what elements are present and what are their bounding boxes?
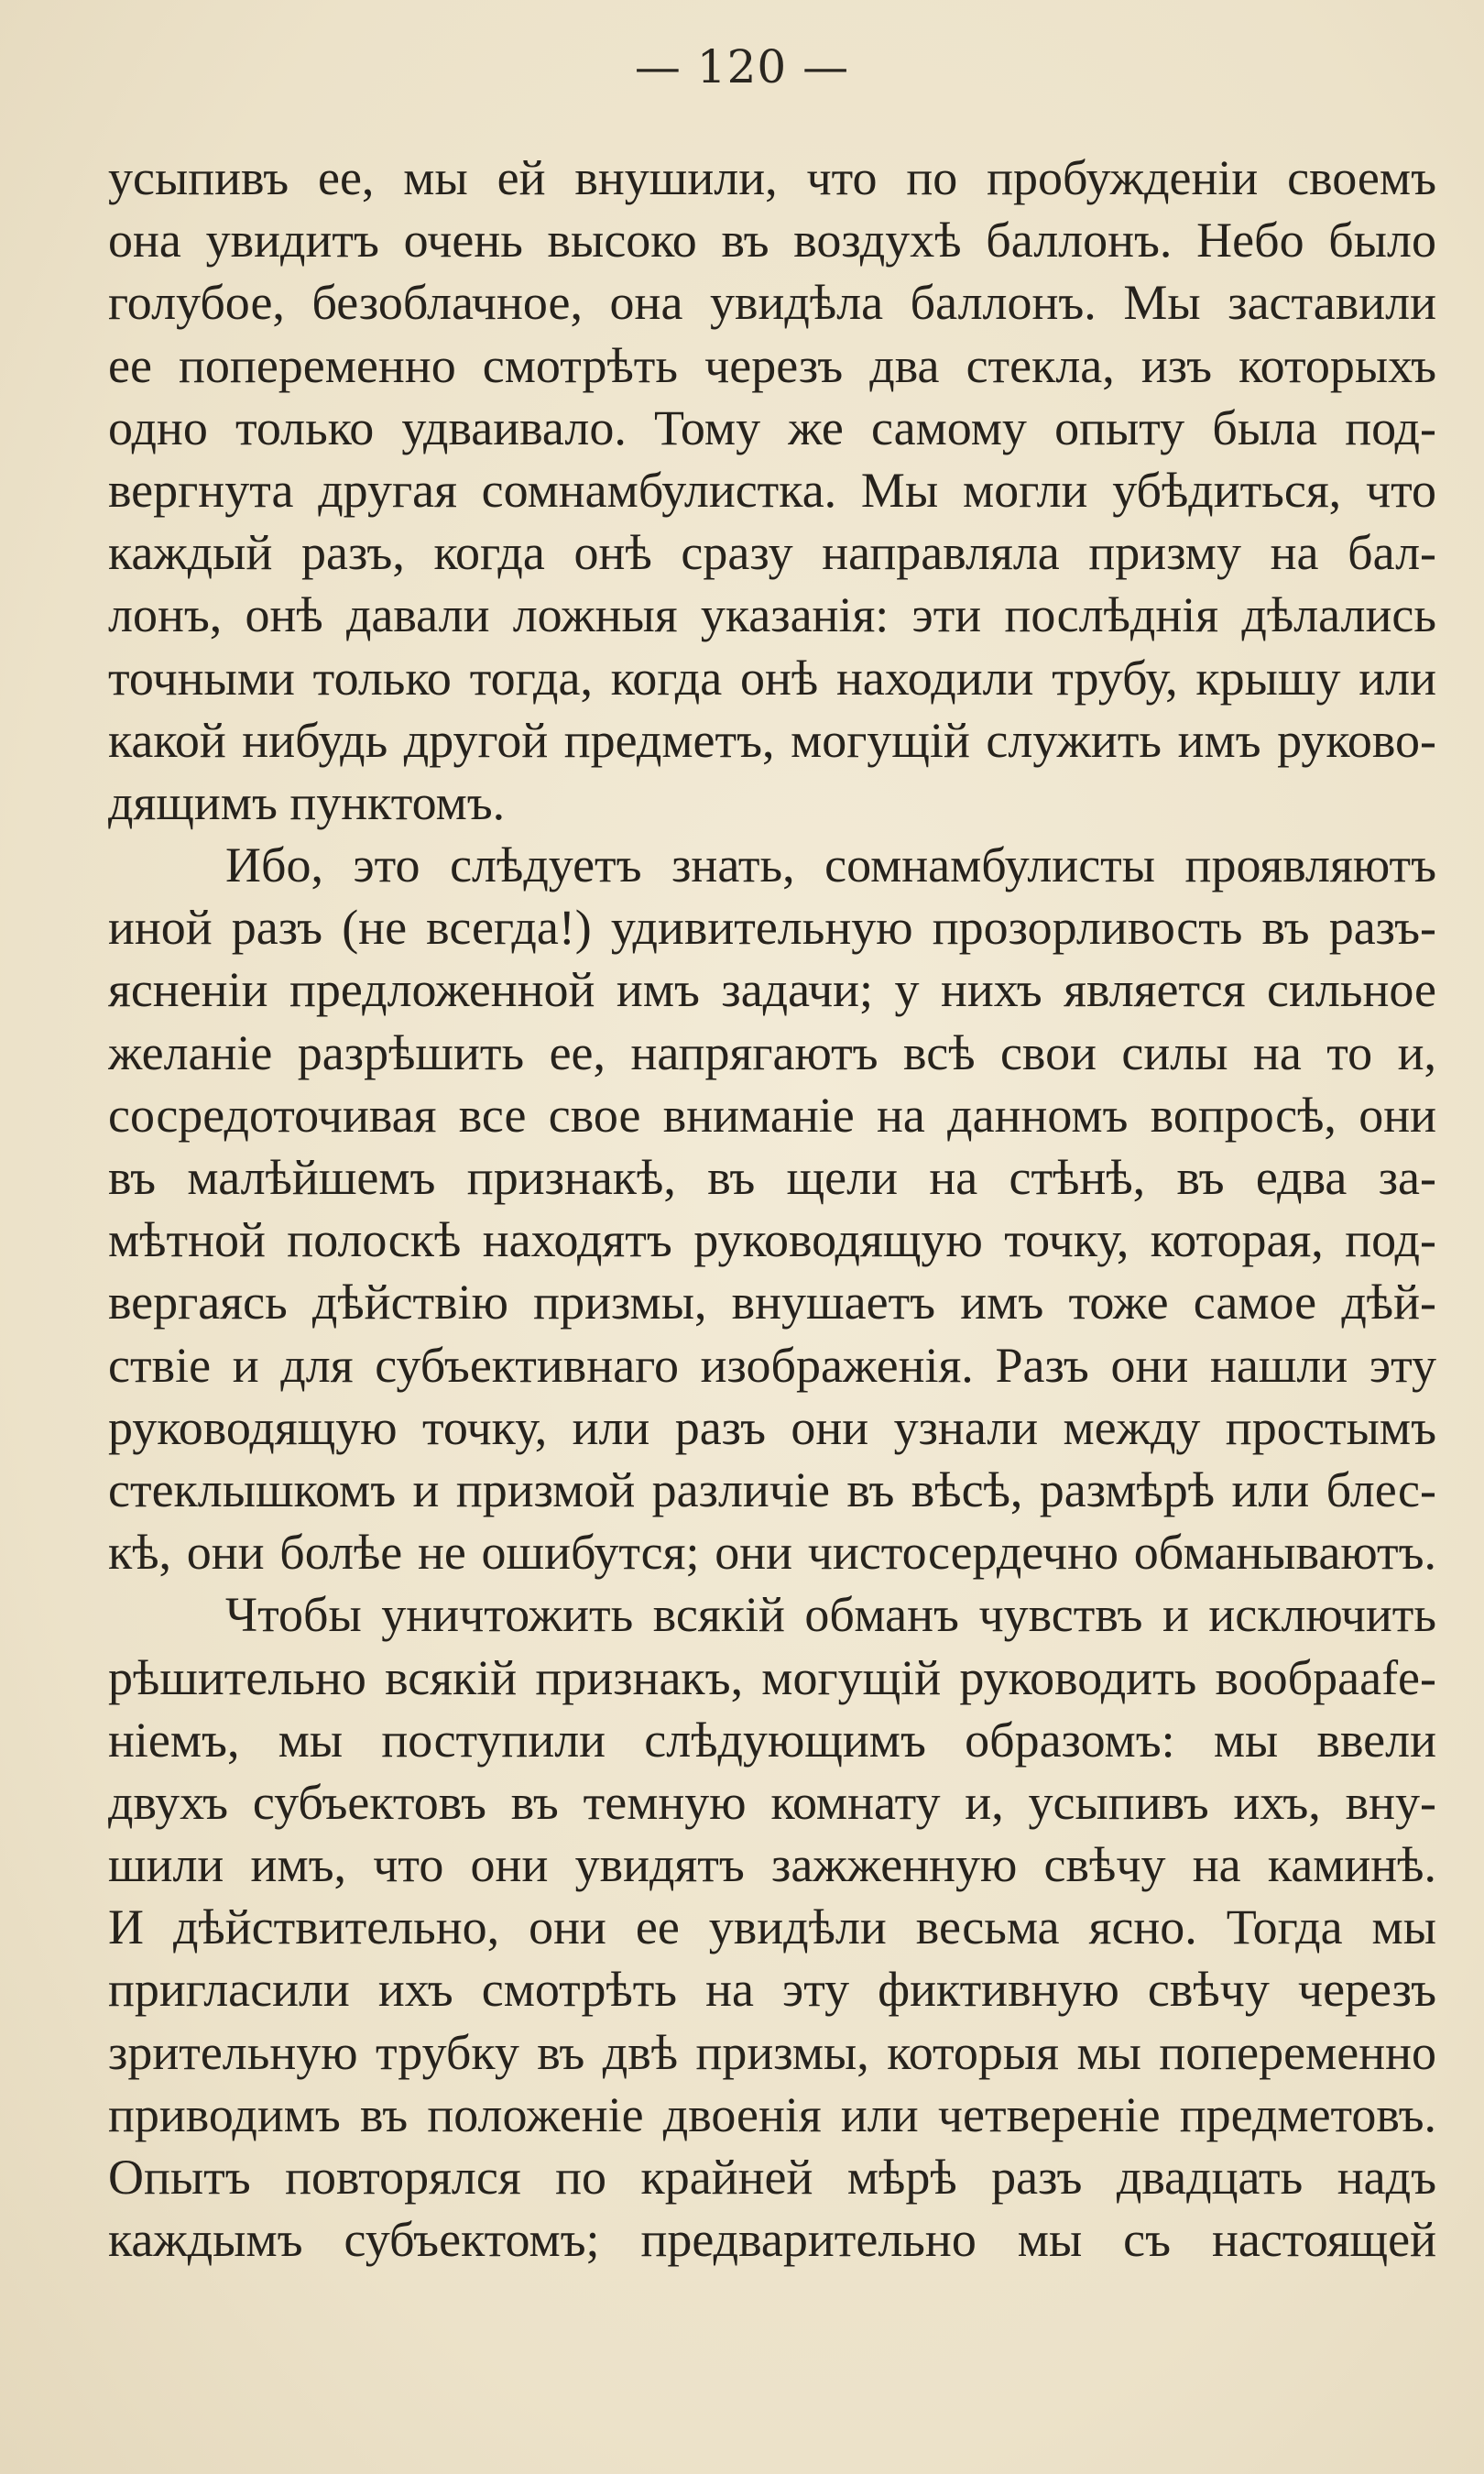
text-line: Чтобы уничтожить всякій обманъ чувствъ и исключить — [225, 1587, 1436, 1643]
text-line: каждымъ субъектомъ; предварительно мы съ настоящей — [108, 2212, 1436, 2268]
text-line: ствіе и для субъективнаго изображенія. Разъ они нашли эту — [108, 1337, 1436, 1393]
body-text — [108, 147, 1436, 2271]
text-line: въ малѣйшемъ признакѣ, въ щели на стѣнѣ, въ едва за- — [108, 1150, 1436, 1205]
text-line: дящимъ пунктомъ. — [108, 774, 506, 830]
text-line: ее попеременно смотрѣть черезъ два стекла, изъ которыхъ — [108, 337, 1436, 393]
text-line: лонъ, онѣ давали ложныя указанія: эти послѣднія дѣлались — [108, 587, 1436, 643]
text-line: И дѣйствительно, они ее увидѣли весьма ясно. Тогда мы — [108, 1899, 1436, 1955]
text-line: сосредоточивая все свое вниманіе на данномъ вопросѣ, они — [108, 1087, 1436, 1143]
text-line: зрительную трубку въ двѣ призмы, которыя мы попеременно — [108, 2024, 1436, 2080]
text-line: она увидитъ очень высоко въ воздухѣ баллонъ. Небо было — [108, 213, 1436, 268]
text-line: вергнута другая сомнамбулистка. Мы могли убѣдиться, что — [108, 462, 1436, 518]
text-line: желаніе разрѣшить ее, напрягаютъ всѣ свои силы на то и, — [108, 1024, 1436, 1080]
text-line: какой нибудь другой предметъ, могущій служить имъ руково- — [108, 712, 1436, 768]
text-line: каждый разъ, когда онѣ сразу направляла призму на бал- — [108, 525, 1436, 581]
page-number: — 120 — — [634, 40, 850, 93]
text-line: ясненіи предложенной имъ задачи; у нихъ является сильное — [108, 962, 1436, 1018]
text-line: шили имъ, что они увидятъ зажженную свѣчу на каминѣ. — [108, 1837, 1436, 1893]
text-line: усыпивъ ее, мы ей внушили, что по пробужденіи своемъ — [108, 150, 1436, 205]
text-line: иной разъ (не всегда!) удивительную прозорливость въ разъ- — [108, 900, 1436, 956]
text-line: мѣтной полоскѣ находятъ руководящую точку, которая, под- — [108, 1212, 1436, 1268]
text-line: пригласили ихъ смотрѣть на эту фиктивную свѣчу черезъ — [108, 1962, 1436, 2018]
text-line: одно только удваивало. Тому же самому опыту была под- — [108, 400, 1436, 455]
text-line: стеклышкомъ и призмой различіе въ вѣсѣ, размѣрѣ или блес- — [108, 1461, 1436, 1517]
text-line: двухъ субъектовъ въ темную комнату и, усыпивъ ихъ, вну- — [108, 1774, 1436, 1830]
text-line: кѣ, они болѣе не ошибутся; они чистосердечно обманываютъ. — [108, 1525, 1436, 1581]
text-line: Опытъ повторялся по крайней мѣрѣ разъ двадцать надъ — [108, 2150, 1436, 2205]
text-line: вергаясь дѣйствію призмы, внушаетъ имъ тоже самое дѣй- — [108, 1275, 1436, 1330]
text-line: ніемъ, мы поступили слѣдующимъ образомъ: мы ввели — [108, 1712, 1436, 1768]
text-line: приводимъ въ положеніе двоенія или четвереніе предметовъ. — [108, 2086, 1436, 2142]
text-line: голубое, безоблачное, она увидѣла баллонъ. Мы заставили — [108, 275, 1436, 331]
text-line: руководящую точку, или разъ они узнали между простымъ — [108, 1399, 1436, 1455]
text-line: рѣшительно всякій признакъ, могущій руководить вообраafe- — [108, 1649, 1436, 1705]
text-line: Ибо, это слѣдуетъ знать, сомнамбулисты проявляютъ — [225, 837, 1436, 893]
text-line: точными только тогда, когда онѣ находили трубу, крышу или — [108, 650, 1436, 706]
